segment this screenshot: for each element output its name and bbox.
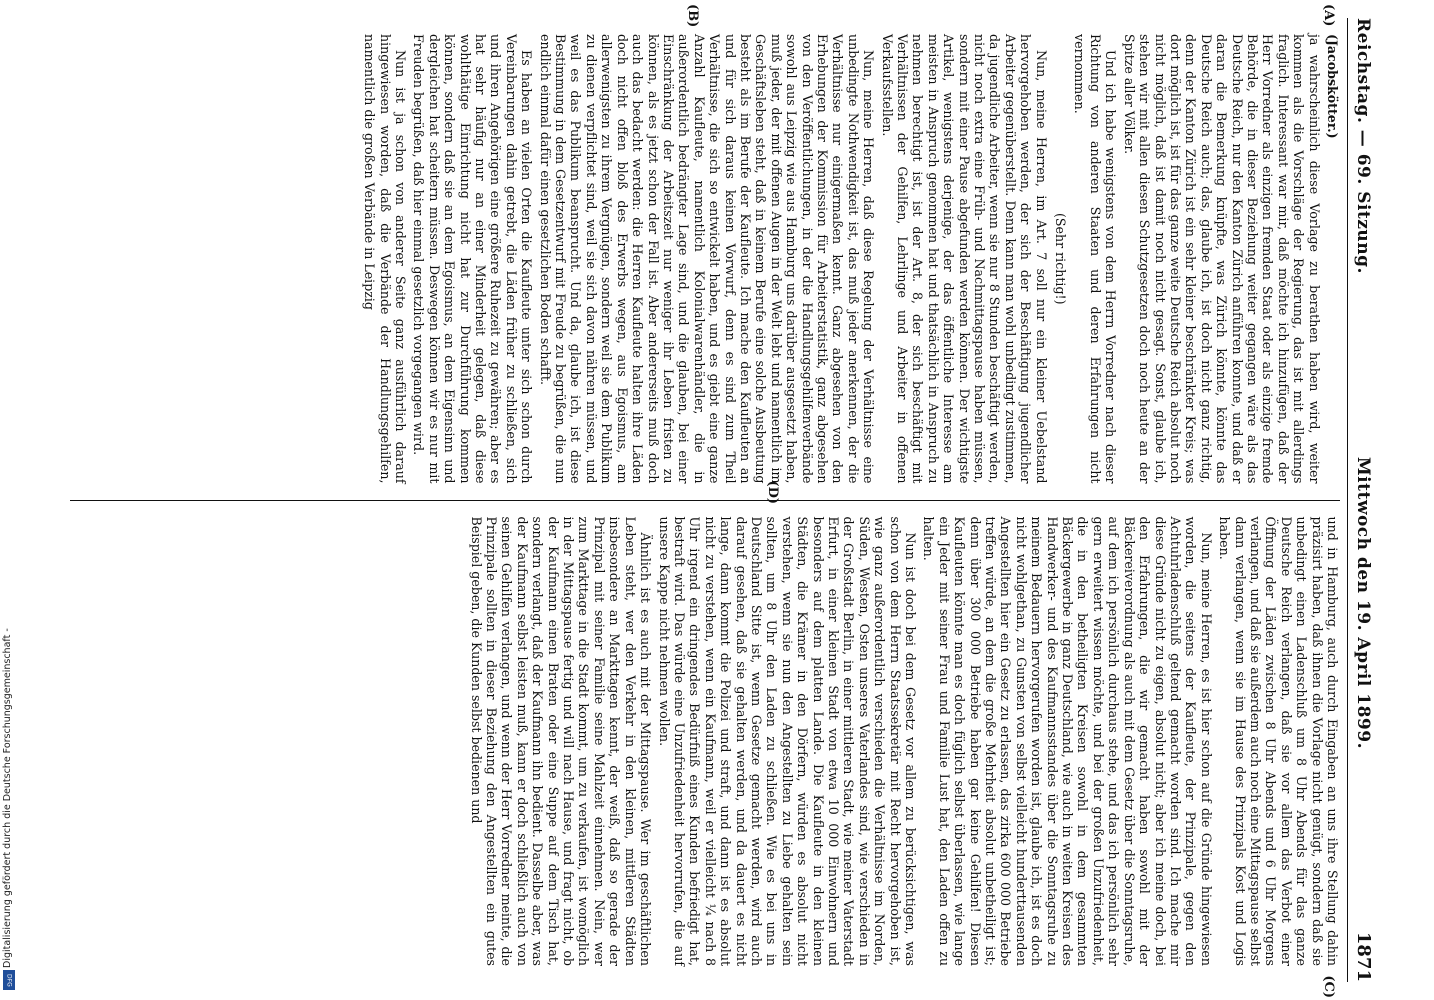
- right-column: [70, 480, 1340, 998]
- paragraph: Ähnlich ist es auch mit der Mittagspause. Wer im geschäftlichen Leben steht, wer den Verkehr in den kleinen, mittleren Städten insbesondere an Markttagen kennt, der weiß, daß so gerade der Prinzipal mit seiner Familie seine Mahlzeit einnehmen. Nein, wer zum Markttage in die Stadt kommt, um zu verkaufen, ist womöglich in der Mittagspause fertig und will nach Hause, und fragt nicht, ob der Kaufmann einen Braten oder eine Suppe auf dem Tisch hat, sondern verlangt, daß der Kaufmann ihn bedient. Dasselbe aber, was der Kaufmann selbst leisten muß, kann er doch schließlich auch von seinen Gehilfen verlangen, und wenn der Herr Vorredner meinte, die Prinzipale sollten in dieser Beziehung den Angestellten ein gutes Beispiel geben, die Kunden selbst bedienen und: [468, 516, 654, 966]
- text-columns: [70, 4, 1340, 998]
- digitization-note: Digitalisierung gefördert durch die Deutsche Forschungsgemeinschaft -: [2, 628, 13, 968]
- paragraph: Nun ist doch bei dem Gesetz vor allem zu berücksichtigen, was schon von dem Herrn Staatssekretär mit Recht hervorgehoben ist, wie ganz außerordentlich verschieden die Verhältnisse im Norden, Süden, Westen, Osten unseres Vaterlandes sind, wie verschieden in der Großstadt Berlin, in einer mittleren Stadt, wie meiner Vaterstadt Erfurt, in einer kleinen Stadt von etwa 10 000 Einwohnern und besonders auf dem platten Lande. Die Kaufleute in den kleinen Städten, die Krämer in den Dörfern, würden es absolut nicht verstehen, wenn sie nun den Angestellten zu Liebe gehalten sein sollten, um 8 Uhr den Laden zu schließen. Wie es bei uns in Deutschland Sitte ist, wenn Gesetze gemacht werden, wird auch darauf gesehen, daß sie gehalten werden, und da dauert es nicht lange, dann kommt die Polizei und straft, und dann ist es absolut nicht zu verstehen, wenn ein Kaufmann, weil er vielleicht ¼ nach 8 Uhr irgend ein dringendes Bedürfniß eines Kunden befriedigt hat, bestraft wird. Das würde eine Unzufriedenheit hervorrufen, die auf unsere Kappe nicht nehmen wollen.: [656, 516, 919, 966]
- paragraph: und in Hamburg, auch durch Eingaben an uns ihre Stellung dahin präzisirt haben, daß ihnen die Vorlage nicht genügt, sondern daß sie unbedingt einen Ladenschluß um 8 Uhr Abends für das ganze Deutsche Reich verlangen, daß sie vor allem das Verbot einer Öffnung der Läden zwischen 8 Uhr Abends und 6 Uhr Morgens verlangen, und daß sie außerdem auch noch eine Mittagspause selbst dann verlangen, wenn sie im Hause des Prinzipals Kost und Logis haben.: [1217, 516, 1340, 966]
- paragraph: Nun ist ja schon von anderer Seite ganz ausführlich darauf hingewiesen worden, daß die Verbände der Handlungsgehilfen, namentlich die großen Verbände in Leipzig: [362, 34, 409, 484]
- header-page-number: 1871: [1353, 931, 1374, 982]
- dfg-logo: DFG: [3, 970, 15, 990]
- paragraph: Nun, meine Herren, daß diese Regelung der Verhältnisse eine unbedingte Nothwendigkeit ist, das muß jeder anerkennen, der die Verhältnisse nur einigermaßen kennt. Ganz abgesehen von den Erhebungen der Kommission für Arbeiterstatistik, ganz abgesehen von den Veröffentlichungen, in der die Handlungsgehilfenverbände sowohl aus Leipzig wie aus Hamburg uns darüber ausgesetzt haben, muß jeder, der mit offenen Augen in der Welt lebt und namentlich im Geschäftsleben steht, daß in keinem Berufe eine solche Ausbeutung besteht als im Berufe der Kaufleute. Ich mache den Kaufleuten an und für sich daraus keinen Vorwurf, denn es sind zum Theil Verhältnisse, die sich so entwickelt haben, und es giebt eine ganze Anzahl Kaufleute, namentlich Kolonialwarenhändler, die in außerordentlich bedrängter Lage sind, und die glauben, bei einer Einschränkung der Arbeitszeit nur weniger ihr Leben fristen zu können, als es jetzt schon der Fall ist. Aber andererseits muß doch auch das bedacht werden: die Herren Kaufleute halten ihre Läden doch nicht offen bloß des Erwerbs wegen, aus Egoismus, am allerwenigsten zu ihrem Vergnügen, sondern weil sie dem Publikum zu dienen verpflichtet sind, weil sie sich davon nähren müssen, und weil es das Publikum beansprucht. Und da, glaube ich, ist diese Bestimmung in dem Gesetzentwurf mit Freude zu begrüßen, die nun endlich einmal dafür einen gesetzlichen Boden schafft.: [537, 34, 877, 484]
- paragraph: Und ich habe wenigstens von dem Herrn Vorredner nach dieser Richtung von anderen Staaten und deren Erfahrungen nicht vernommen.: [1072, 34, 1119, 484]
- rotated-document-page: [50, 0, 1380, 1000]
- margin-mark-c: (C): [1321, 975, 1336, 998]
- paragraph: Nun, meine Herren, im Art. 7 soll nur ein kleiner Uebelstand hervorgehoben werden, der sich der Beschäftigung jugendlicher Arbeiter gegenüberstellt. Denn kann man wohl unbedingt zustimmen, da jugendliche Arbeiter, wenn sie nur 8 Stunden beschäftigt werden, nicht noch extra eine Früh- und Nachmittagspause haben müssen, sondern mit einer Pause abgefunden werden können. Der wichtigste Artikel, wenigstens derjenige, der das öffentliche Interesse am meisten in Anspruch genommen hat und thatsächlich in Anspruch zu nehmen berechtigt ist, ist der Art. 8, der sich beschäftigt mit Verhältnissen der Gehilfen, Lehrlinge und Arbeiter in offenen Verkaufsstellen.: [879, 34, 1049, 484]
- margin-mark-b: (B): [685, 4, 700, 28]
- margin-mark-d: (D): [765, 480, 780, 505]
- paragraph: Nun, meine Herren, es ist hier schon auf die Gründe hingewiesen worden, die seitens der Kaufleute, der Prinzipale, gegen den Achtuhrladenschluß geltend gemacht worden sind. Ich mache mir diese Gründe nicht zu eigen, absolut nicht; aber ich meine doch, bei den Erfahrungen, die wir gemacht haben sowohl mit der Bäckereiverordnung als auch mit dem Gesetz über die Sonntagsruhe, auf dem ich persönlich durchaus stehe, und das ich persönlich sehr gern erweitert wissen möchte, und bei der großen Unzufriedenheit, die in den betheiligten Kreisen sowohl in dem gesammten Bäckergewerbe in ganz Deutschland, wie auch in weiten Kreisen des Handwerker- und des Kaufmannsstandes über die Sonntagsruhe zu meinem Bedauern hervorgerufen worden ist, glaube ich, ist es doch nicht wohlgethan, zu Gunsten von selbst vielleicht hunderttausenden Angestellten hier ein Gesetz zu erlassen, das zirka 600 000 Betriebe treffen würde, an dem die große Mehrheit absolut unbetheiligt ist; denn über 300 000 Betriebe haben gar keine Gehilfen! Diesen Kaufleuten könnte man es doch füglich selbst überlassen, wie lange ein Jeder mit seiner Frau und Familie Lust hat, den Laden offen zu halten.: [921, 516, 1214, 966]
- header-date-title: Mittwoch den 19. April 1899.: [1353, 456, 1373, 750]
- digitization-footer: [2, 4, 16, 994]
- interjection: (Sehr richtig!): [1053, 213, 1069, 305]
- paragraph: ja wahrscheinlich diese Vorlage zu berathen haben wird, weiter kommen als die Vorschläge der Regierung, das ist mit allerdings fraglich. Interessant war mir, daß möchte ich hinzufügen, daß der Herr Vorredner als einzigen fremden Staat oder als einzige fremde Behörde, die in dieser Beziehung weiter gegangen wäre als das Deutsche Reich, nur den Kanton Zürich anführen konnte, und daß er daran die Bemerkung knüpfte, was Zürich könnte, könnte das Deutsche Reich auch; das, glaube ich, ist doch nicht ganz richtig, denn der Kanton Zürich ist ein sehr kleiner beschränkter Kreis; was dort möglich ist, ist für das ganze weite Deutsche Reich absolut noch nicht möglich, daß ist damit noch nicht gesagt. Sonst, glaube ich, stehen wir mit allen diesen Schutzgesetzen doch noch heute an der Spitze aller Völker.: [1121, 34, 1322, 484]
- speaker-name: (Jacobskötter.): [1325, 34, 1340, 139]
- page-inner: [50, 0, 1380, 1000]
- left-column: [70, 4, 1340, 500]
- paragraph: Es haben an vielen Orten die Kaufleute unter sich schon durch Vereinbarungen dahin getrebt, die Läden früher zu schließen, sich und ihren Angehörigen eine größere Ruhezeit zu gewähren; aber es hat sehr häufig nur an einer Minderheit gelegen, daß diese wohlthätige Einrichtung nicht hat zur Durchführung kommen können, sondern daß sie an dem Egoismus, an dem Eigensinn und dergleichen hat scheitern müssen. Deswegen können wir es nur mit Freuden begrüßen, daß hier einmal gesetzlich vorgegangen wird.: [411, 34, 535, 484]
- margin-mark-a: (A): [1321, 4, 1336, 27]
- page-header: [1347, 18, 1374, 982]
- header-session-title: Reichstag. — 69. Sitzung.: [1353, 18, 1373, 274]
